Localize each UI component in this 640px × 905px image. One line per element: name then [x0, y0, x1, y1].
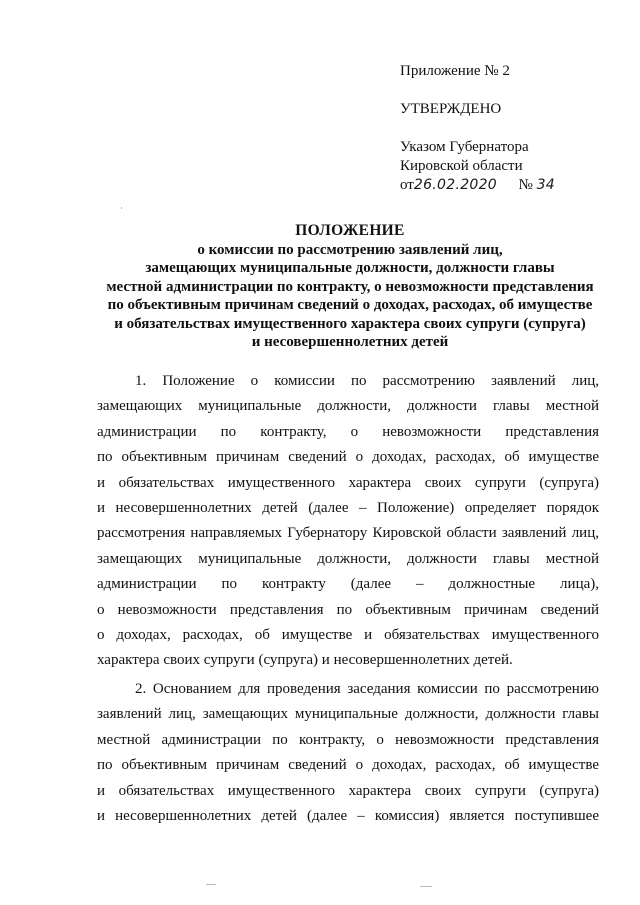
title-line: по объективным причинам сведений о доходах, расходах, об имуществе [107, 297, 593, 313]
title-line: местной администрации по контракту, о невозможности представления [106, 278, 594, 295]
paragraph-line: замещающих муниципальные должности, должности главы местной [97, 398, 599, 415]
appendix-label: Приложение № 2 [400, 63, 510, 79]
title-line: о комиссии по рассмотрению заявлений лиц, [197, 241, 503, 258]
number-prefix: № [518, 177, 533, 193]
handwritten-date: 26.02.2020 [413, 177, 498, 193]
document-title [100, 222, 600, 352]
approval-stamp [400, 62, 555, 195]
paragraph-line: и обязательствах имущественного характера своих супруги (супруга) [97, 782, 599, 799]
paragraph-line: заявлений лиц, замещающих муниципальные должности, должности главы [97, 706, 599, 723]
scan-speck [206, 884, 216, 885]
paragraph-line: и несовершеннолетних детей (далее – Положение) определяет порядок [97, 499, 599, 516]
paragraph-2 [97, 677, 599, 829]
scan-speck [420, 886, 432, 887]
paragraph-line: рассмотрения направляемых Губернатору Кировской области заявлений лиц, [97, 525, 599, 542]
paragraph-line: 2. Основанием для проведения заседания комиссии по рассмотрению [135, 681, 599, 697]
paragraph-line: замещающих муниципальные должности, должности главы местной [97, 550, 599, 567]
title-line: замещающих муниципальные должности, должности главы [145, 260, 555, 276]
date-prefix: от [400, 177, 414, 193]
paragraph-line: о доходах, расходах, об имуществе и обязательствах имущественного [97, 626, 599, 643]
scan-speck [121, 207, 122, 209]
decree-line-1: Указом Губернатора [400, 139, 529, 155]
title-line: и обязательствах имущественного характера своих супруги (супруга) [114, 315, 586, 332]
title-line: и несовершеннолетних детей [251, 334, 449, 350]
paragraph-line: местной администрации по контракту, о невозможности представления [97, 731, 599, 748]
decree-line-2: Кировской области [400, 158, 523, 174]
paragraph-line: администрации по контракту, о невозможности представления [97, 423, 599, 440]
paragraph-line: по объективным причинам сведений о доходах, расходах, об имуществе [97, 757, 599, 774]
paragraph-line: характера своих супруги (супруга) и несовершеннолетних детей. [97, 652, 513, 669]
handwritten-number: 34 [536, 177, 556, 193]
paragraph-line: по объективным причинам сведений о доходах, расходах, об имуществе [97, 449, 599, 466]
paragraph-line: и несовершеннолетних детей (далее – комиссия) является поступившее [97, 807, 599, 824]
paragraph-1 [97, 369, 599, 674]
approved-label: УТВЕРЖДЕНО [400, 101, 502, 117]
paragraph-line: о невозможности представления по объективным причинам сведений [97, 601, 599, 618]
paragraph-line: и обязательствах имущественного характера своих супруги (супруга) [97, 474, 599, 491]
decree-date-line [400, 176, 555, 195]
paragraph-line: администрации по контракту (далее – должностные лица), [97, 576, 599, 593]
paragraph-line: 1. Положение о комиссии по рассмотрению заявлений лиц, [135, 373, 599, 389]
title-main: ПОЛОЖЕНИЕ [295, 222, 405, 239]
